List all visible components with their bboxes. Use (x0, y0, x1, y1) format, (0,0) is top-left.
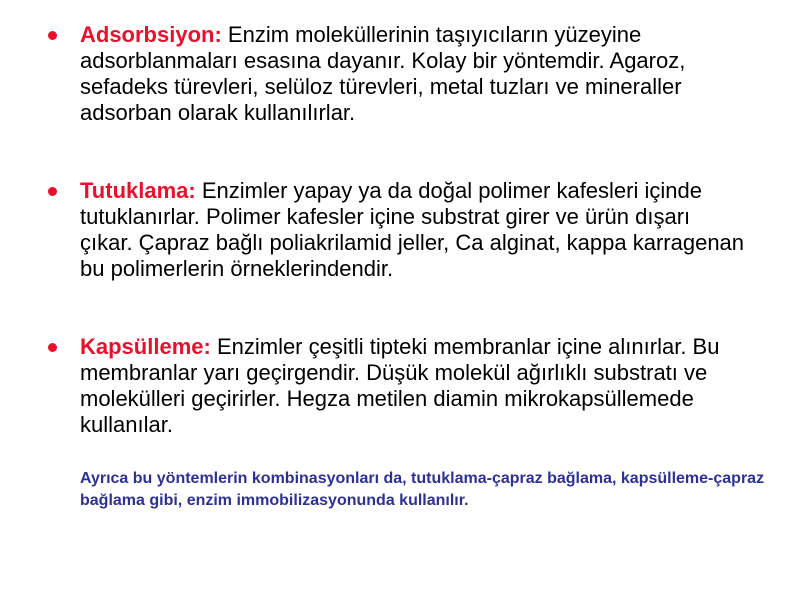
bullet-text: Enzim moleküllerinin taşıyıcıların yüzeyine adsorblanmaları esasına dayanır. Kolay bir yöntemdir. Agaroz, sefadeks türevleri, selüloz türevleri, metal tuzları ve mineraller adsorban olarak kullanılırlar. (80, 22, 686, 125)
bullet-text: Enzimler yapay ya da doğal polimer kafesleri içinde tutuklanırlar. Polimer kafesler içine substrat girer ve ürün dışarı çıkar. Çapraz bağlı poliakrilamid jeller, Ca alginat, kappa karragenan bu polimerlerin örneklerindendir. (80, 178, 745, 281)
bullet-text: Enzimler çeşitli tipteki membranlar içine alınırlar. Bu membranlar yarı geçirgendir. Düşük molekül ağırlıklı substratı ve molekülleri geçirirler. Hegza metilen diamin mikrokapsüllemede kullanılar. (80, 334, 720, 437)
bullet-kapsulleme (48, 334, 748, 438)
bullet-term: Tutuklama: (80, 178, 196, 203)
bullet-dot-icon (48, 31, 57, 40)
bullet-tutuklama (48, 178, 748, 282)
bullet-term: Adsorbsiyon: (80, 22, 222, 47)
bullet-dot-icon (48, 187, 57, 196)
bullet-dot-icon (48, 343, 57, 352)
bullet-term: Kapsülleme: (80, 334, 211, 359)
summary-note: Ayrıca bu yöntemlerin kombinasyonları da, tutuklama-çapraz bağlama, kapsülleme-çapraz bağlama gibi, enzim immobilizasyonunda kullanılır. (80, 470, 765, 509)
bullet-list (48, 22, 748, 438)
bullet-adsorbsiyon (48, 22, 748, 126)
